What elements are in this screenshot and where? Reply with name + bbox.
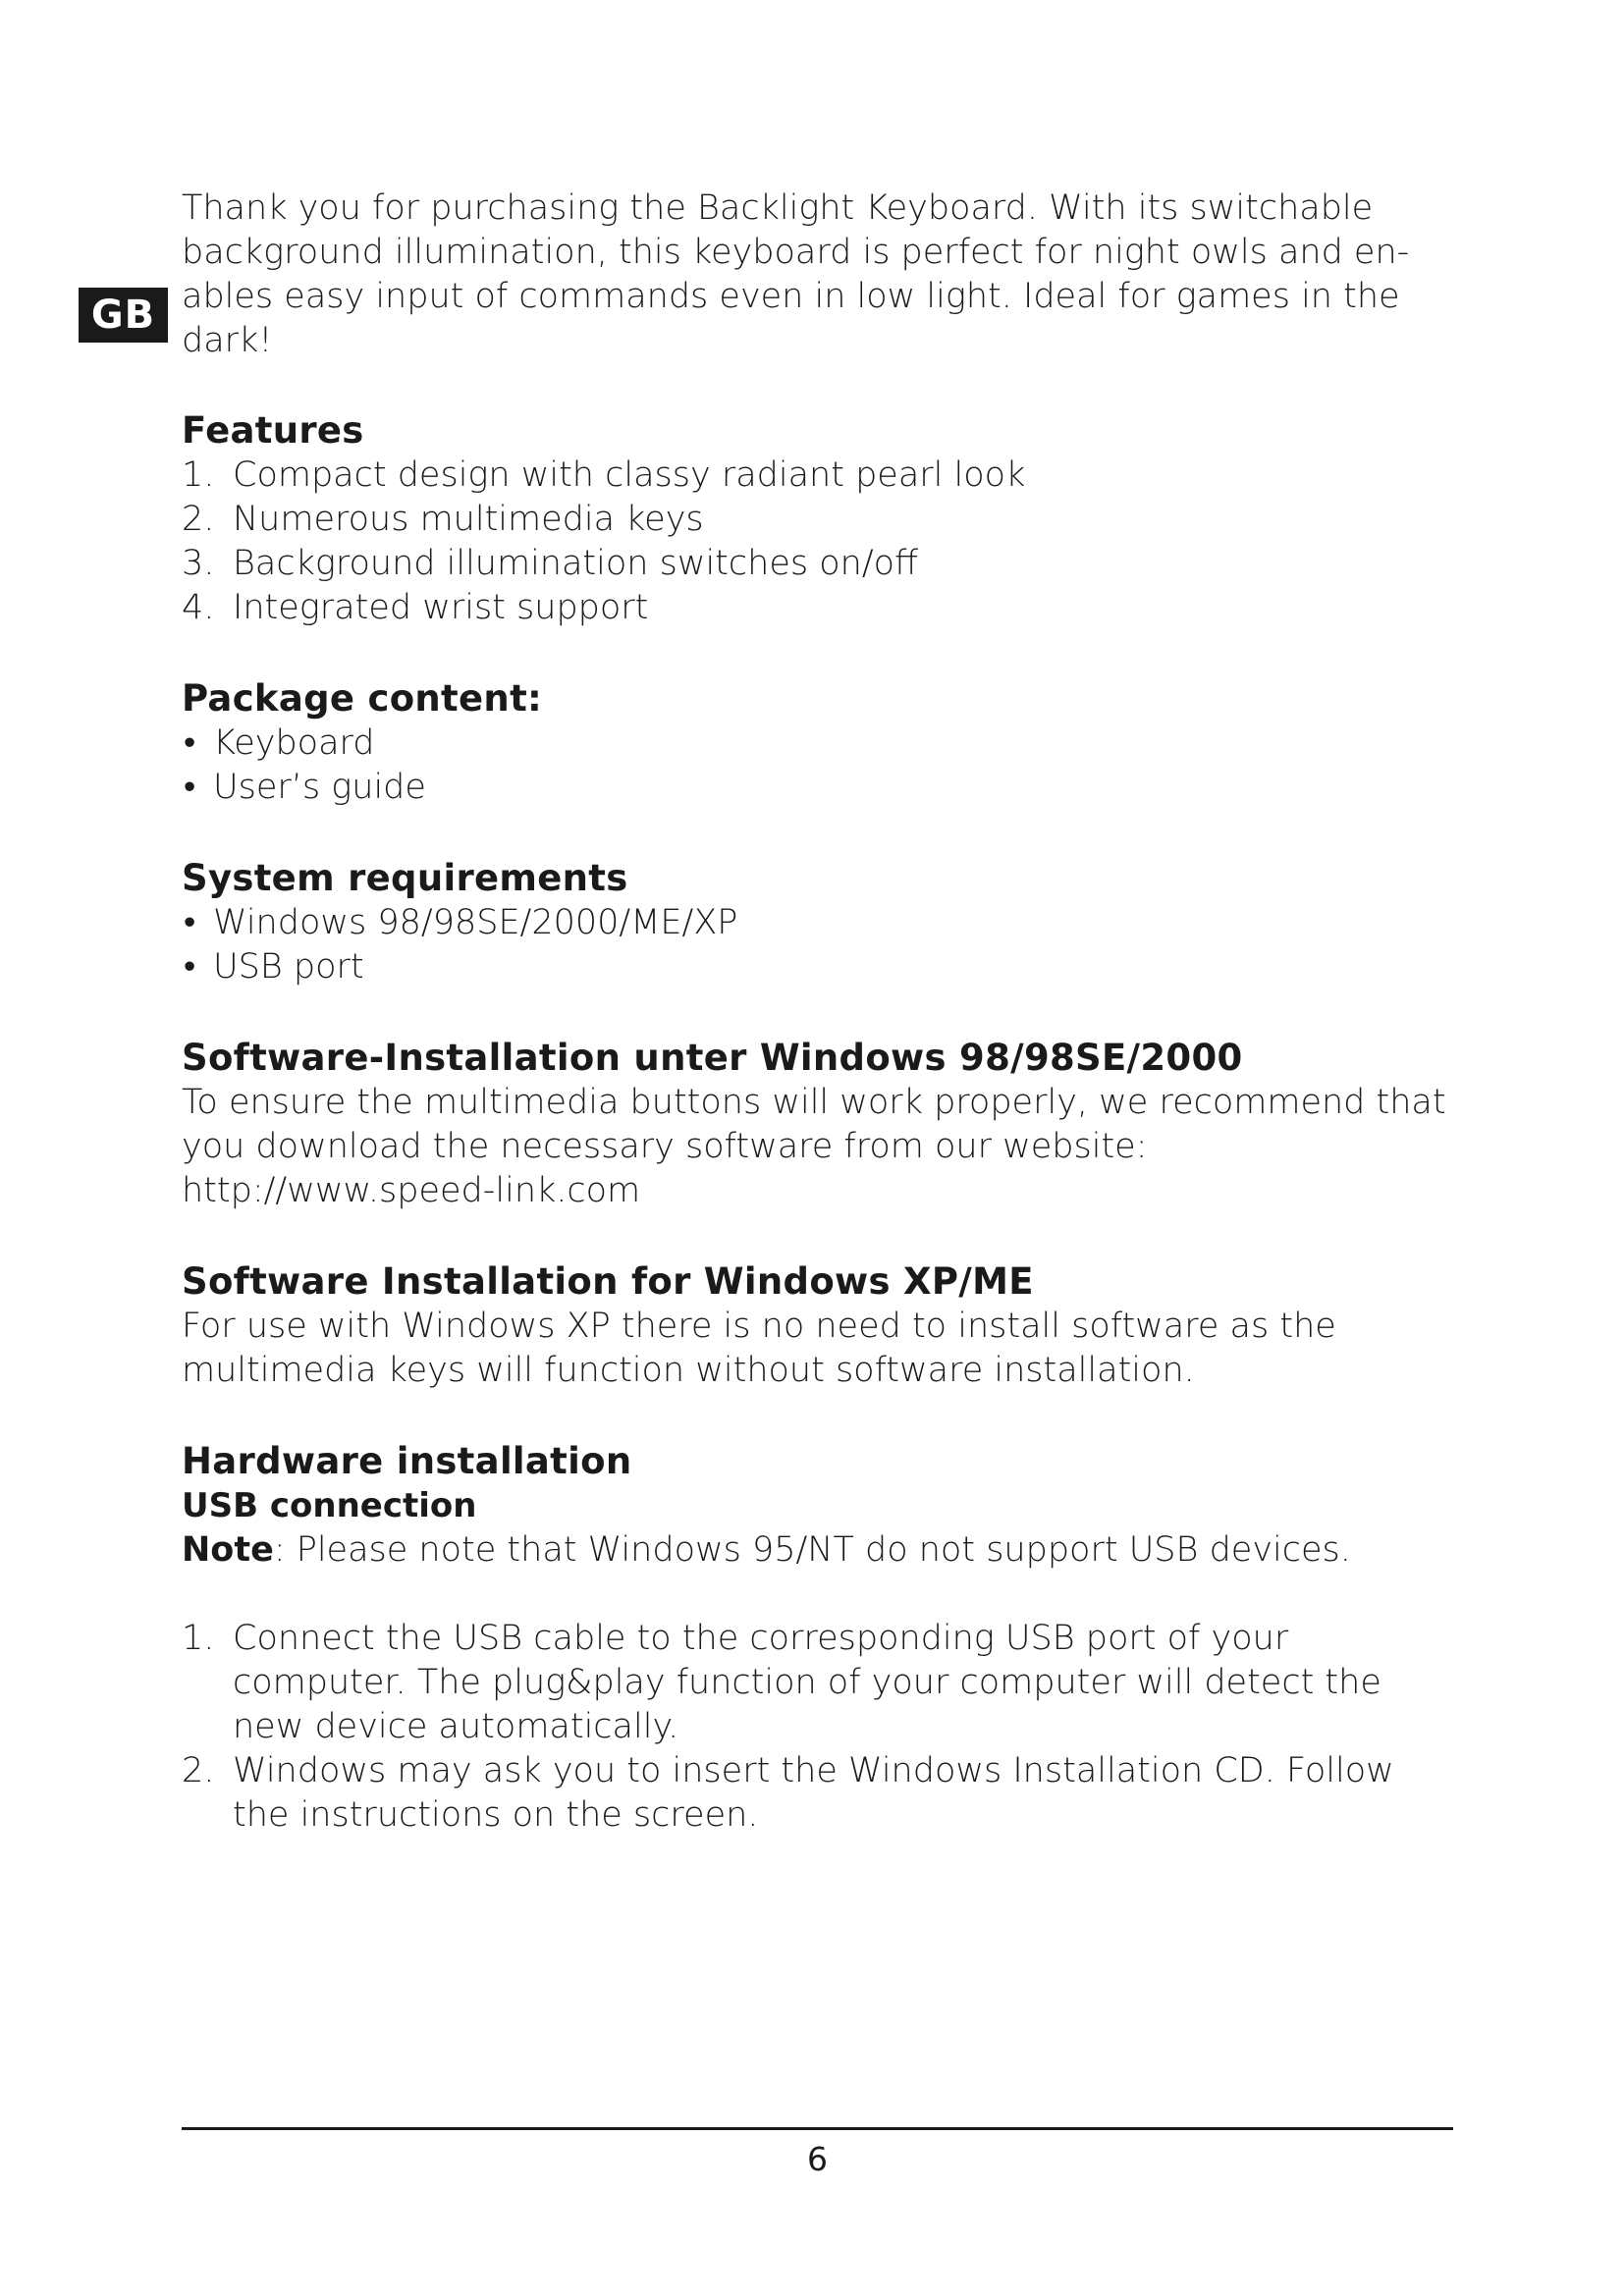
software-98-body: To ensure the multimedia buttons will work properly, we recommend that you download the necessary software from our website: (182, 1083, 1446, 1166)
list-item (182, 901, 1458, 945)
software-98-section (182, 1035, 1458, 1213)
list-item (182, 1617, 1458, 1749)
package-list (182, 721, 1458, 810)
step-number: 2. (182, 1751, 215, 1790)
item-text: Compact design with classy radiant pearl look (233, 455, 1026, 495)
item-text: Windows 98/98SE/2000/ME/XP (213, 903, 738, 942)
note-text: : Please note that Windows 95/NT do not support USB devices. (273, 1530, 1351, 1570)
features-heading: Features (182, 409, 364, 452)
system-section (182, 855, 1458, 989)
software-xp-section (182, 1258, 1458, 1393)
software-xp-heading: Software Installation for Windows XP/ME (182, 1260, 1034, 1303)
note-paragraph (182, 1528, 1458, 1573)
item-text: Integrated wrist support (233, 588, 649, 627)
hardware-heading: Hardware installation (182, 1440, 632, 1482)
hardware-section (182, 1438, 1458, 1838)
step-text: Windows may ask you to insert the Windows Installation CD. Follow the instructions on the screen. (233, 1751, 1394, 1835)
step-number: 1. (182, 1619, 215, 1658)
list-item (182, 1749, 1458, 1838)
intro-paragraph: Thank you for purchasing the Backlight Keyboard. With its switchable background illumination, this keyboard is perfect for night owls and en-ables easy input of commands even in low light. Ideal for games in the dark! (182, 188, 1410, 360)
item-text: Numerous multimedia keys (233, 500, 704, 539)
features-list (182, 454, 1458, 630)
list-item (182, 542, 1458, 586)
system-heading: System requirements (182, 857, 628, 899)
software-xp-body: For use with Windows XP there is no need to install software as the multimedia keys will function without software installation. (182, 1307, 1336, 1390)
item-text: User’s guide (213, 768, 426, 807)
list-item (182, 454, 1458, 498)
website-link[interactable]: http://www.speed-link.com (182, 1171, 641, 1210)
item-text: Background illumination switches on/off (233, 544, 919, 583)
bullet-icon: • (184, 723, 196, 763)
item-number: 3. (182, 544, 215, 583)
list-item (182, 721, 1458, 766)
language-tab: GB (79, 288, 168, 343)
package-section (182, 675, 1458, 810)
system-list (182, 901, 1458, 989)
hardware-steps (182, 1617, 1458, 1838)
note-label: Note (182, 1530, 274, 1570)
item-text: USB port (213, 947, 364, 987)
item-text: Keyboard (213, 723, 375, 763)
step-text: Connect the USB cable to the corresponding USB port of your computer. The plug&play function of your computer will detect the new device automatically. (233, 1619, 1381, 1746)
footer-divider (182, 2127, 1453, 2130)
item-number: 1. (182, 455, 215, 495)
item-number: 4. (182, 588, 215, 627)
bullet-icon: • (184, 768, 196, 807)
list-item (182, 498, 1458, 542)
usb-connection-subheading: USB connection (182, 1486, 477, 1525)
bullet-icon: • (184, 947, 196, 987)
package-heading: Package content: (182, 677, 543, 720)
manual-page-content (182, 187, 1458, 1883)
page-number: 6 (807, 2140, 828, 2178)
item-number: 2. (182, 500, 215, 539)
list-item (182, 945, 1458, 989)
list-item (182, 766, 1458, 810)
list-item (182, 586, 1458, 630)
software-98-heading: Software-Installation unter Windows 98/98SE/2000 (182, 1037, 1243, 1079)
features-section (182, 407, 1458, 630)
bullet-icon: • (184, 903, 196, 942)
